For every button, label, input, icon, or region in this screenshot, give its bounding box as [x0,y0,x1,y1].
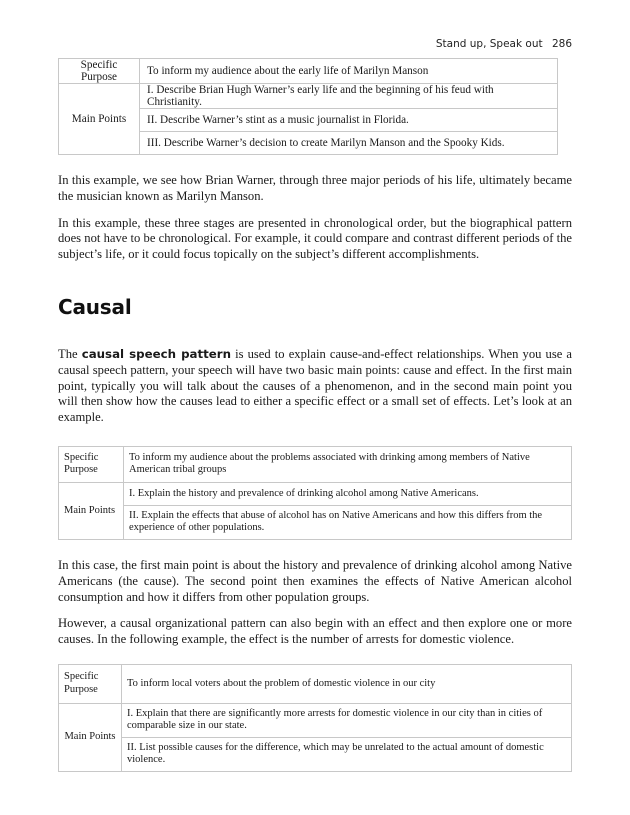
specific-purpose-label: Specific Purpose [59,59,140,84]
main-point: II. List possible causes for the difference, which may be unrelated to the actual amount of domestic violence. [122,737,572,771]
main-points-label: Main Points [59,482,124,539]
main-points-label: Main Points [59,703,122,771]
running-title: Stand up, Speak out [435,38,543,50]
outline-table-domestic-violence [58,664,572,772]
table-row [59,446,572,482]
specific-purpose-text: To inform local voters about the problem of domestic violence in our city [122,664,572,703]
specific-purpose-text: To inform my audience about the early life of Marilyn Manson [140,59,558,84]
body-paragraph: In this example, we see how Brian Warner, through three major periods of his life, ultimately became the musician known as Marilyn Manson. [58,173,572,203]
table-row [59,703,572,737]
outline-table-marilyn-manson [58,58,558,155]
main-point: II. Explain the effects that abuse of alcohol has on Native Americans and how this differs from the experience of other populations. [124,505,572,539]
main-points-label: Main Points [59,84,140,155]
table-row [59,59,558,84]
body-paragraph: In this case, the first main point is about the history and prevalence of drinking alcohol among Native Americans (the cause). The second point then examines the effects of Native American alcohol consumption and how it differs from other population groups. [58,557,572,604]
table-row [59,84,558,109]
table-row [59,737,572,771]
main-point: I. Explain that there are significantly more arrests for domestic violence in our city than in cities of comparable size in our state. [122,703,572,737]
table-row [59,664,572,703]
page-content [58,58,572,772]
table-row [59,482,572,505]
table-row [59,505,572,539]
section-heading: Causal [58,294,132,319]
body-paragraph: In this example, these three stages are presented in chronological order, but the biographical pattern does not have to be chronological. For example, it could compare and contrast different periods of the subject’s life, or it could focus topically on the subject’s different accomplishments. [58,215,572,262]
main-point: II. Describe Warner’s stint as a music journalist in Florida. [140,109,558,132]
key-term: causal speech pattern [81,346,231,361]
specific-purpose-label: Specific Purpose [59,664,122,703]
outline-table-native-american-drinking [58,446,572,540]
paragraph-text: is used to explain cause-and-effect relationships. When you use a causal speech pattern, your speech will have two basic main points: cause and effect. In the first main point, typically you will talk about the causes of a phenomenon, and in the second main point you will then show how the causes lead to either a specific effect or a small set of effects. Let’s look at an example. [58,346,573,425]
running-header [436,38,572,50]
page-number: 286 [551,38,572,50]
main-point: I. Describe Brian Hugh Warner’s early life and the beginning of his feud with Christianity. [140,84,558,109]
specific-purpose-label: Specific Purpose [59,446,124,482]
body-paragraph: However, a causal organizational pattern can also begin with an effect and then explore one or more causes. In the following example, the effect is the number of arrests for domestic violence. [58,616,572,647]
main-point: I. Explain the history and prevalence of drinking alcohol among Native Americans. [124,482,572,505]
main-point: III. Describe Warner’s decision to create Marilyn Manson and the Spooky Kids. [140,132,558,155]
paragraph-text: The [58,346,82,361]
specific-purpose-text: To inform my audience about the problems associated with drinking among members of Native American tribal groups [124,446,572,482]
body-paragraph [58,347,572,426]
